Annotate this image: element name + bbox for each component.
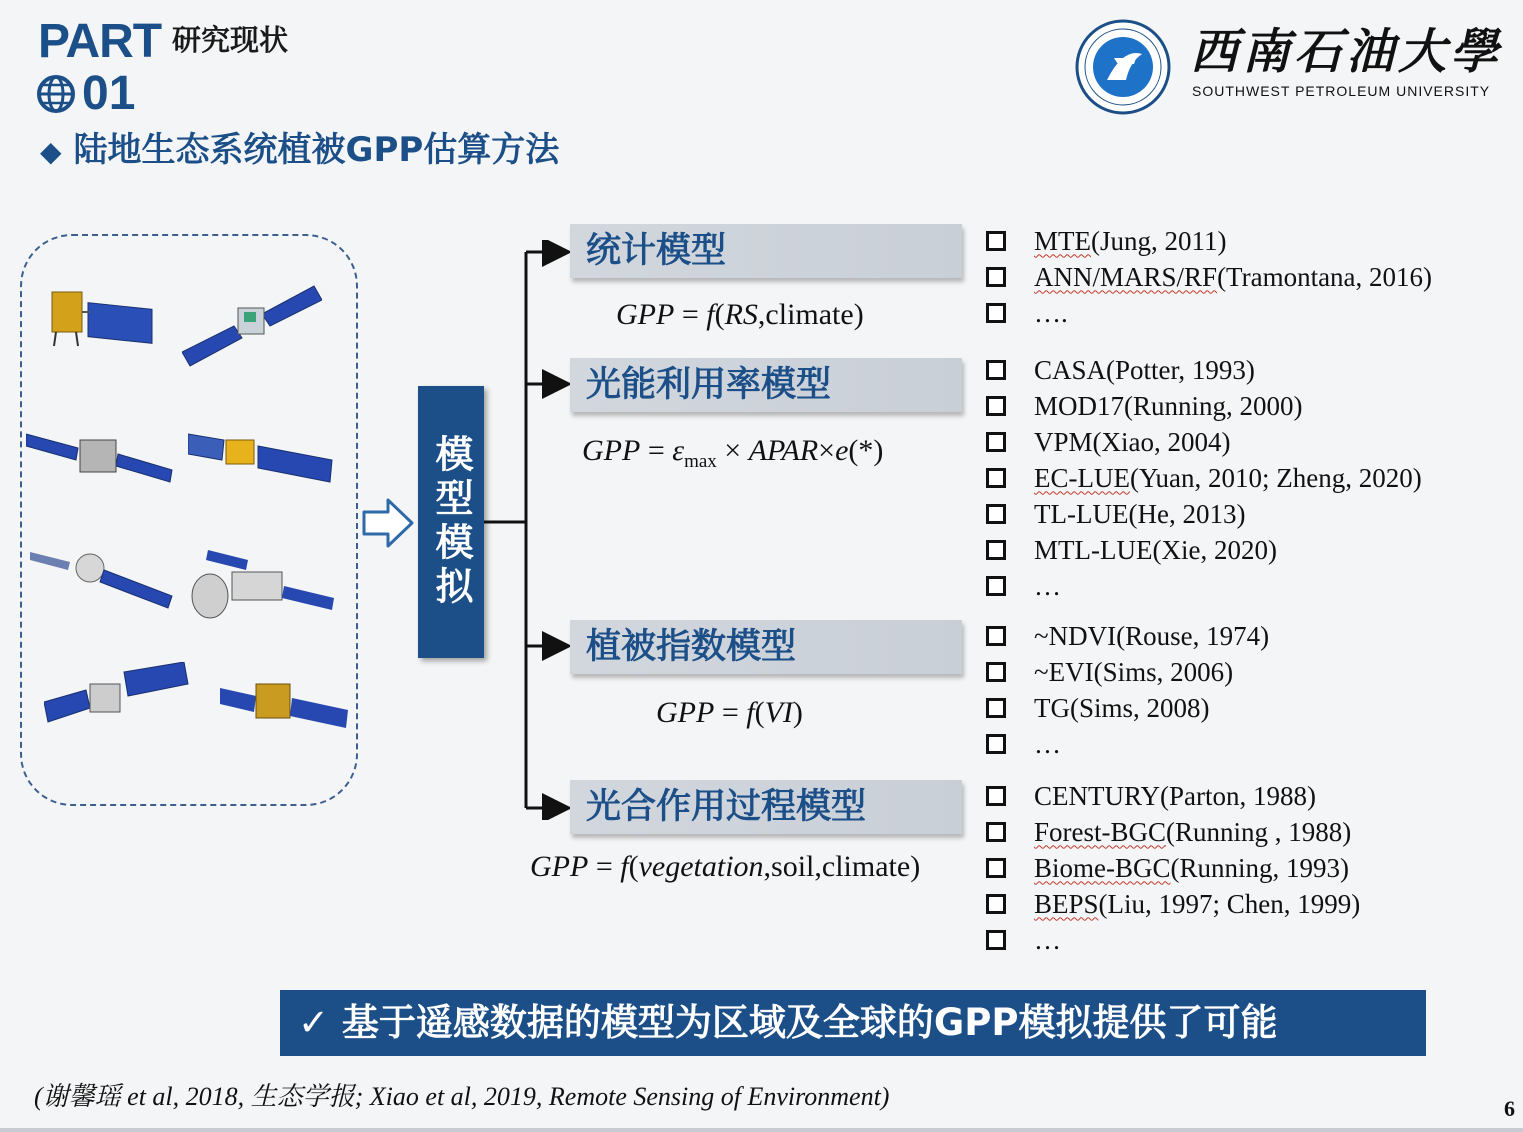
formula-term: GPP — [656, 696, 715, 729]
formula-term: APAR — [748, 434, 819, 467]
checkbox-bullet-icon — [986, 360, 1006, 380]
model-citation: (Jung, 2011) — [1091, 225, 1227, 256]
model-name: Forest-BGC — [1034, 816, 1167, 847]
checkbox-bullet-icon — [986, 734, 1006, 754]
model-citation: (Liu, 1997; Chen, 1999) — [1098, 888, 1361, 919]
university-seal-logo — [1074, 18, 1172, 116]
checkbox-bullet-icon — [986, 698, 1006, 718]
page-number: 6 — [1504, 1096, 1515, 1121]
formula-term: ) — [792, 696, 803, 729]
formula-term: e — [835, 434, 849, 467]
list-item — [986, 568, 1422, 604]
model-citation: (Tramontana, 2016) — [1217, 261, 1433, 292]
formula-term: (*) — [848, 434, 884, 467]
checkbox-bullet-icon — [986, 662, 1006, 682]
model-name: ~EVI — [1034, 656, 1094, 687]
list-item — [986, 654, 1269, 690]
model-name: CENTURY — [1034, 780, 1161, 811]
formula-term: climate — [821, 850, 911, 883]
model-citation: (Running, 1993) — [1170, 852, 1350, 883]
list-item — [986, 690, 1269, 726]
reference-list-statistical — [986, 223, 1432, 331]
list-item — [986, 388, 1422, 424]
formula-term: × — [818, 434, 836, 467]
formula-term: = — [674, 298, 707, 331]
model-name: ~NDVI — [1034, 620, 1117, 651]
formula-term: ) — [910, 850, 921, 883]
satellite-icon — [220, 672, 350, 738]
formula-term: ε — [672, 434, 685, 467]
formula-term: ( — [628, 850, 639, 883]
reference-list-vegetation-index — [986, 618, 1269, 762]
model-name: …. — [1034, 297, 1068, 328]
list-item — [986, 223, 1432, 259]
model-name: CASA — [1034, 354, 1107, 385]
formula-term: vegetation — [638, 850, 764, 883]
list-item — [986, 778, 1360, 814]
model-citation: (Rouse, 1974) — [1116, 620, 1270, 651]
model-citation: (Sims, 2008) — [1070, 692, 1210, 723]
list-item — [986, 922, 1360, 958]
formula-statistical — [616, 300, 864, 330]
formula-term: , — [757, 298, 766, 331]
formula-vegetation-index — [656, 698, 803, 728]
model-name: TL-LUE — [1034, 498, 1129, 529]
model-citation: (He, 2013) — [1128, 498, 1246, 529]
satellite-icon — [188, 430, 334, 490]
checkbox-bullet-icon — [986, 504, 1006, 524]
satellite-icon — [188, 546, 336, 626]
citation-text: (谢馨瑶 et al, 2018, 生态学报; Xiao et al, 2019, Remote Sensing of Environment) — [34, 1082, 890, 1111]
list-item — [986, 886, 1360, 922]
slide-subtitle — [40, 130, 559, 171]
checkbox-bullet-icon — [986, 626, 1006, 646]
checkbox-bullet-icon — [986, 786, 1006, 806]
checkbox-bullet-icon — [986, 231, 1006, 251]
model-name: … — [1034, 570, 1061, 601]
bottom-divider — [0, 1128, 1523, 1132]
model-name: MTL-LUE — [1034, 534, 1153, 565]
model-name: … — [1034, 924, 1061, 955]
satellite-image-panel — [20, 234, 358, 806]
formula-term: ) — [853, 298, 864, 331]
part-label: PART — [38, 15, 162, 68]
checkbox-bullet-icon — [986, 576, 1006, 596]
model-name: … — [1034, 728, 1061, 759]
formula-term: = — [714, 696, 747, 729]
conclusion-text: 基于遥感数据的模型为区域及全球的GPP模拟提供了可能 — [341, 1001, 1278, 1044]
formula-term: ( — [714, 298, 725, 331]
formula-process — [530, 852, 920, 882]
checkbox-bullet-icon — [986, 396, 1006, 416]
subtitle-text: 陆地生态系统植被GPP估算方法 — [73, 130, 560, 170]
formula-term: f — [620, 850, 629, 883]
formula-light-use-efficiency — [582, 436, 883, 471]
satellite-icon — [44, 662, 190, 730]
list-item — [986, 460, 1422, 496]
section-title: 研究现状 — [172, 23, 289, 57]
list-item — [986, 295, 1432, 331]
model-citation: (Potter, 1993) — [1106, 354, 1255, 385]
checkbox-bullet-icon — [986, 432, 1006, 452]
formula-subscript: max — [684, 451, 717, 472]
university-name-cn: 西南石油大學 — [1190, 24, 1503, 80]
satellite-icon — [44, 284, 156, 354]
list-item — [986, 259, 1432, 295]
model-name: EC-LUE — [1034, 462, 1130, 493]
model-name: VPM — [1034, 426, 1093, 457]
model-citation: (Parton, 1988) — [1160, 780, 1316, 811]
satellite-icon — [26, 426, 176, 486]
model-simulation-box: 模型模拟 — [418, 386, 484, 658]
category-statistical-model: 统计模型 — [570, 224, 962, 278]
hollow-right-arrow-icon — [362, 498, 414, 548]
checkbox-bullet-icon — [986, 267, 1006, 287]
checkbox-bullet-icon — [986, 540, 1006, 560]
checkbox-bullet-icon — [986, 468, 1006, 488]
model-name: ANN/MARS/RF — [1034, 261, 1218, 292]
formula-term: GPP — [616, 298, 675, 331]
checkbox-bullet-icon — [986, 894, 1006, 914]
formula-term: RS — [724, 298, 758, 331]
formula-term: × — [716, 434, 749, 467]
list-item — [986, 496, 1422, 532]
checkbox-bullet-icon — [986, 858, 1006, 878]
formula-term: f — [746, 696, 755, 729]
formula-term: f — [706, 298, 715, 331]
formula-term: = — [588, 850, 621, 883]
university-name-en: SOUTHWEST PETROLEUM UNIVERSITY — [1192, 83, 1491, 99]
category-light-use-efficiency-model: 光能利用率模型 — [570, 358, 962, 412]
checkbox-bullet-icon — [986, 930, 1006, 950]
formula-term: GPP — [530, 850, 589, 883]
satellite-icon — [30, 546, 176, 616]
satellite-icon — [182, 280, 322, 370]
diamond-bullet-icon: ◆ — [40, 135, 62, 168]
model-citation: (Running, 2000) — [1124, 390, 1303, 421]
model-name: TG — [1034, 692, 1070, 723]
globe-icon — [36, 74, 76, 114]
formula-term: soil — [771, 850, 815, 883]
category-vegetation-index-model: 植被指数模型 — [570, 620, 962, 674]
model-name: BEPS — [1034, 888, 1099, 919]
check-icon: ✓ — [298, 1001, 330, 1044]
part-number: 01 — [82, 67, 136, 120]
conclusion-banner — [280, 990, 1426, 1056]
formula-term: GPP — [582, 434, 641, 467]
list-item — [986, 352, 1422, 388]
list-item — [986, 618, 1269, 654]
checkbox-bullet-icon — [986, 822, 1006, 842]
formula-term: ( — [754, 696, 765, 729]
list-item — [986, 850, 1360, 886]
model-citation: (Running , 1988) — [1166, 816, 1352, 847]
reference-list-light-use-efficiency — [986, 352, 1422, 604]
formula-term: , — [814, 850, 822, 883]
list-item — [986, 726, 1269, 762]
list-item — [986, 814, 1360, 850]
category-process-model: 光合作用过程模型 — [570, 780, 962, 834]
model-citation: (Sims, 2006) — [1093, 656, 1234, 687]
model-name: MOD17 — [1034, 390, 1125, 421]
list-item — [986, 424, 1422, 460]
model-name: MTE — [1034, 225, 1091, 256]
branch-connector — [484, 240, 574, 820]
model-citation: (Xie, 2020) — [1152, 534, 1277, 565]
formula-term: , — [763, 850, 772, 883]
list-item — [986, 532, 1422, 568]
formula-term: climate — [765, 298, 854, 331]
model-name: Biome-BGC — [1034, 852, 1171, 883]
formula-term: VI — [764, 696, 793, 729]
reference-list-process — [986, 778, 1360, 958]
checkbox-bullet-icon — [986, 303, 1006, 323]
model-citation: (Yuan, 2010; Zheng, 2020) — [1129, 462, 1422, 493]
formula-term: = — [640, 434, 673, 467]
model-citation: (Xiao, 2004) — [1092, 426, 1231, 457]
